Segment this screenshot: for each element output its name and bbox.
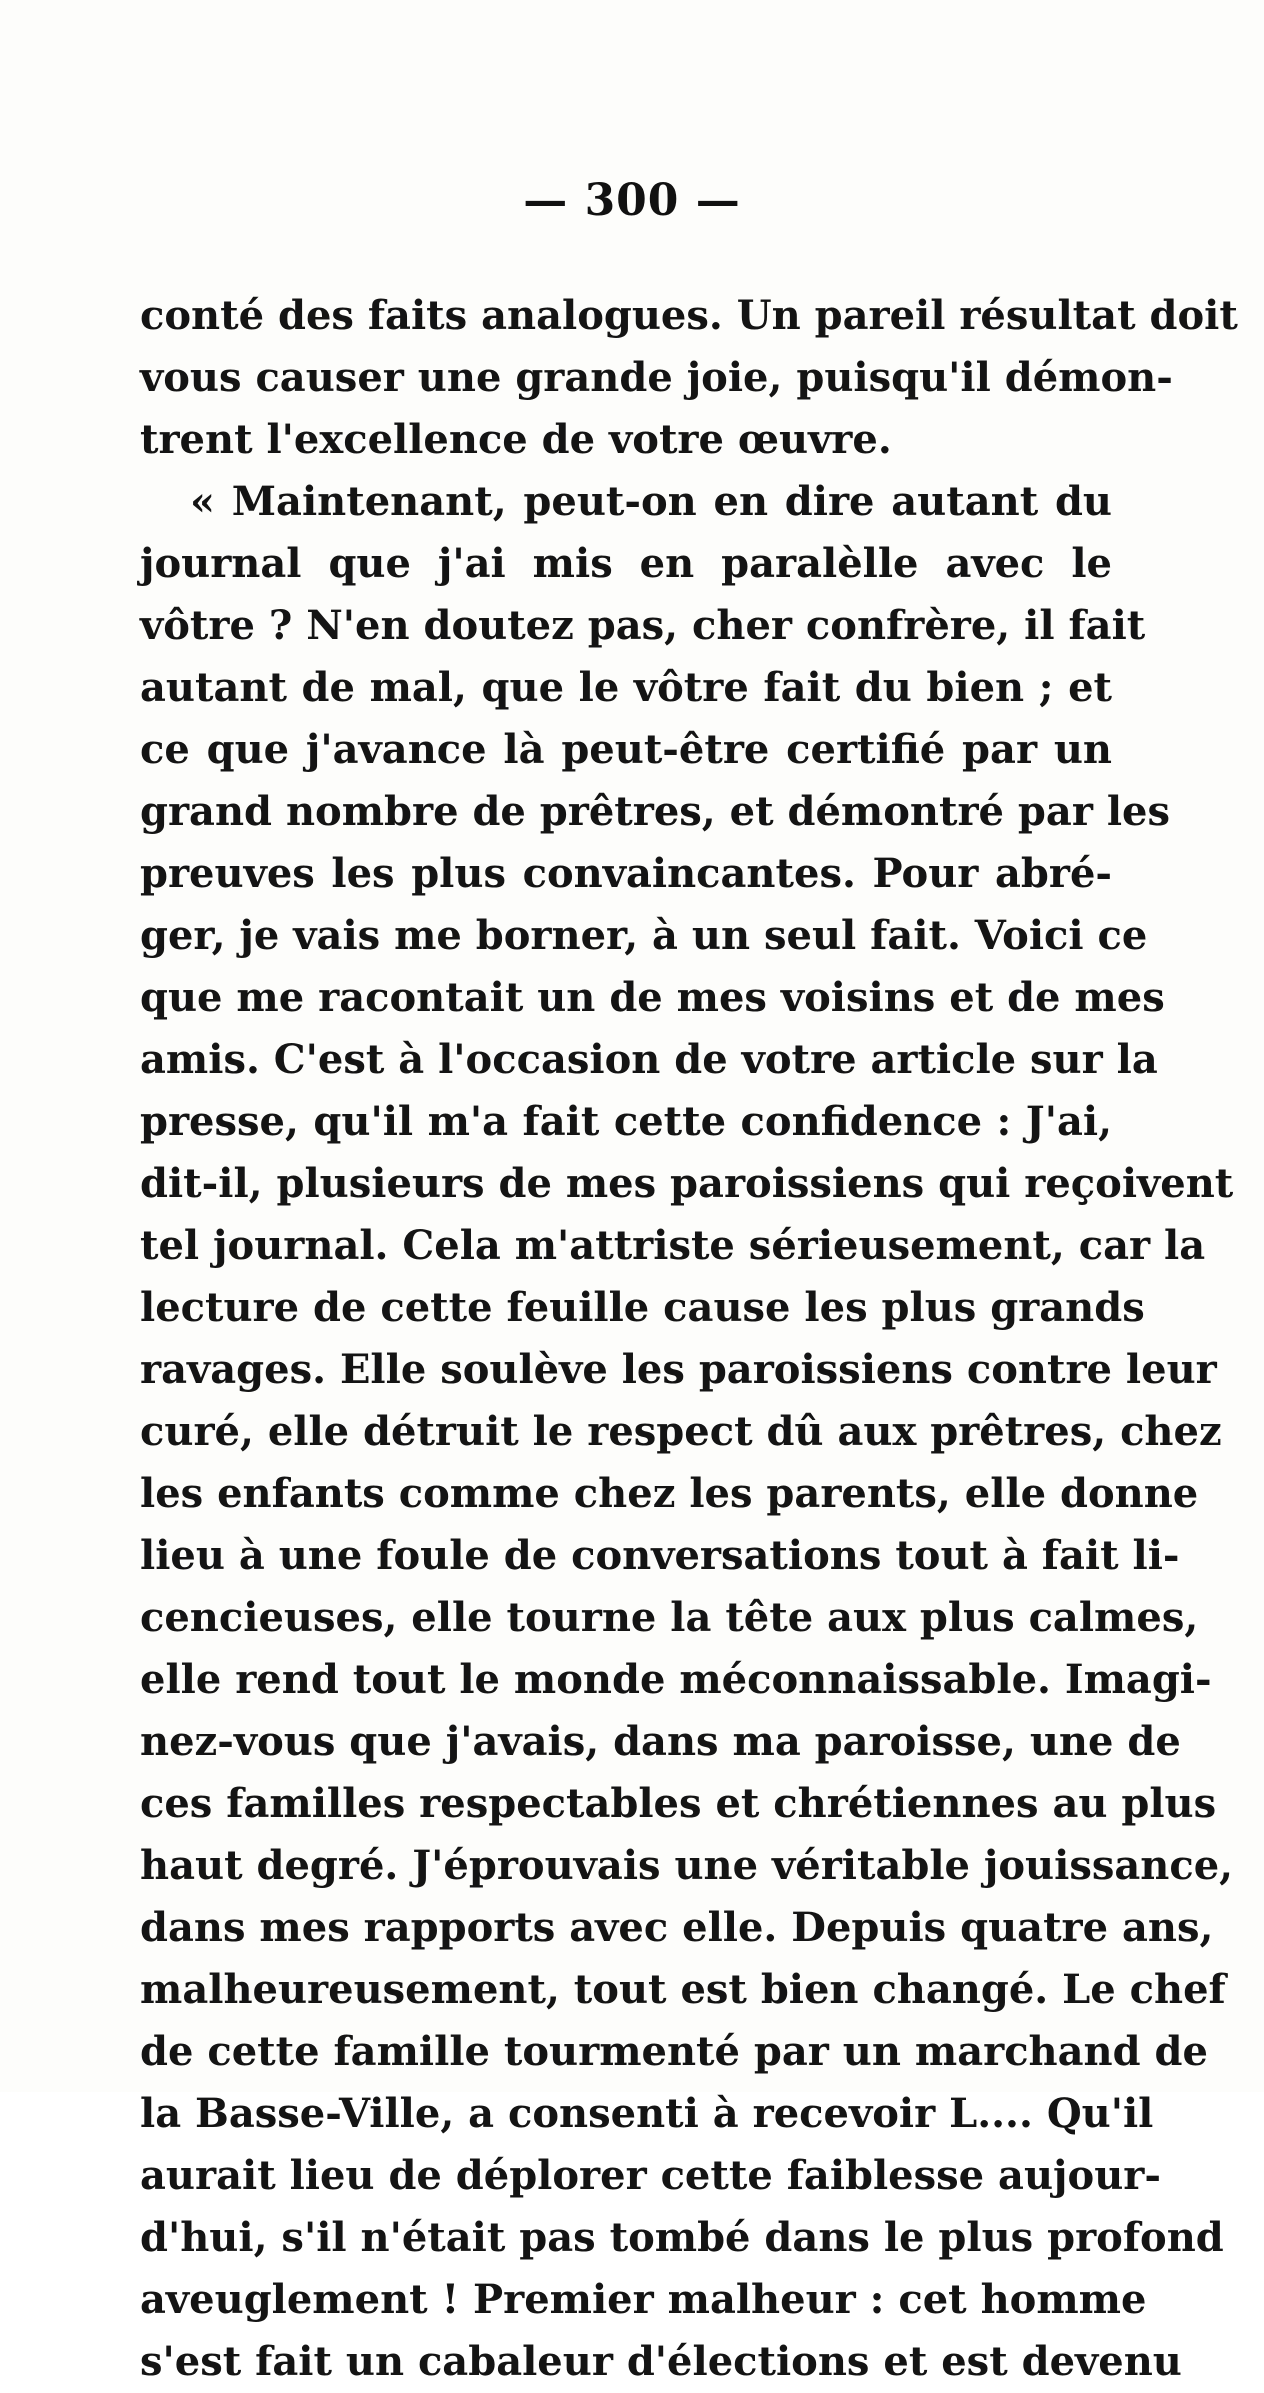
text-line: lecture de cette feuille cause les plus grands	[140, 1284, 1145, 1331]
text-line: nez-vous que j'avais, dans ma paroisse, une de	[140, 1718, 1181, 1765]
text-line: preuves les plus convaincantes. Pour abré-	[140, 850, 1112, 897]
text-line: trent l'excellence de votre œuvre.	[140, 416, 892, 463]
text-line: journal que j'ai mis en paralèlle avec le	[140, 540, 1112, 587]
text-line: presse, qu'il m'a fait cette confidence : J'ai,	[140, 1098, 1112, 1145]
text-line: aurait lieu de déplorer cette faiblesse aujour-	[140, 2152, 1161, 2199]
text-line: lieu à une foule de conversations tout à fait li-	[140, 1532, 1180, 1579]
body-text	[140, 285, 1238, 2393]
text-line: la Basse-Ville, a consenti à recevoir L.... Qu'il	[140, 2090, 1154, 2137]
text-line: de cette famille tourmenté par un marchand de	[140, 2028, 1208, 2075]
text-line: curé, elle détruit le respect dû aux prêtres, chez	[140, 1408, 1222, 1455]
text-line: ravages. Elle soulève les paroissiens contre leur	[140, 1346, 1217, 1393]
text-line: ce que j'avance là peut-être certifié par un	[140, 726, 1112, 773]
text-line: vous causer une grande joie, puisqu'il démon-	[140, 354, 1173, 401]
text-line: haut degré. J'éprouvais une véritable jouissance,	[140, 1842, 1234, 1889]
text-line: dans mes rapports avec elle. Depuis quatre ans,	[140, 1904, 1214, 1951]
text-line: tel journal. Cela m'attriste sérieusement, car la	[140, 1222, 1206, 1269]
text-line: amis. C'est à l'occasion de votre article sur la	[140, 1036, 1158, 1083]
text-line: malheureusement, tout est bien changé. Le chef	[140, 1966, 1226, 2013]
text-line: conté des faits analogues. Un pareil résultat doit	[140, 292, 1238, 339]
text-line: aveuglement ! Premier malheur : cet homme	[140, 2276, 1147, 2323]
text-line: grand nombre de prêtres, et démontré par les	[140, 788, 1170, 835]
text-line: cencieuses, elle tourne la tête aux plus calmes,	[140, 1594, 1199, 1641]
text-line: dit-il, plusieurs de mes paroissiens qui reçoivent	[140, 1160, 1234, 1207]
text-line: que me racontait un de mes voisins et de mes	[140, 974, 1165, 1021]
text-line: « Maintenant, peut-on en dire autant du	[190, 478, 1112, 525]
text-line: d'hui, s'il n'était pas tombé dans le plus profond	[140, 2214, 1224, 2261]
text-line: vôtre ? N'en doutez pas, cher confrère, il fait	[140, 602, 1146, 649]
text-line: elle rend tout le monde méconnaissable. Imagi-	[140, 1656, 1212, 1703]
text-line: les enfants comme chez les parents, elle donne	[140, 1470, 1199, 1517]
page-number: — 300 —	[523, 175, 741, 226]
text-line: ger, je vais me borner, à un seul fait. Voici ce	[140, 912, 1148, 959]
text-line: ces familles respectables et chrétiennes au plus	[140, 1780, 1217, 1827]
text-line: s'est fait un cabaleur d'élections et est devenu	[140, 2338, 1182, 2385]
text-line: autant de mal, que le vôtre fait du bien ; et	[140, 664, 1112, 711]
